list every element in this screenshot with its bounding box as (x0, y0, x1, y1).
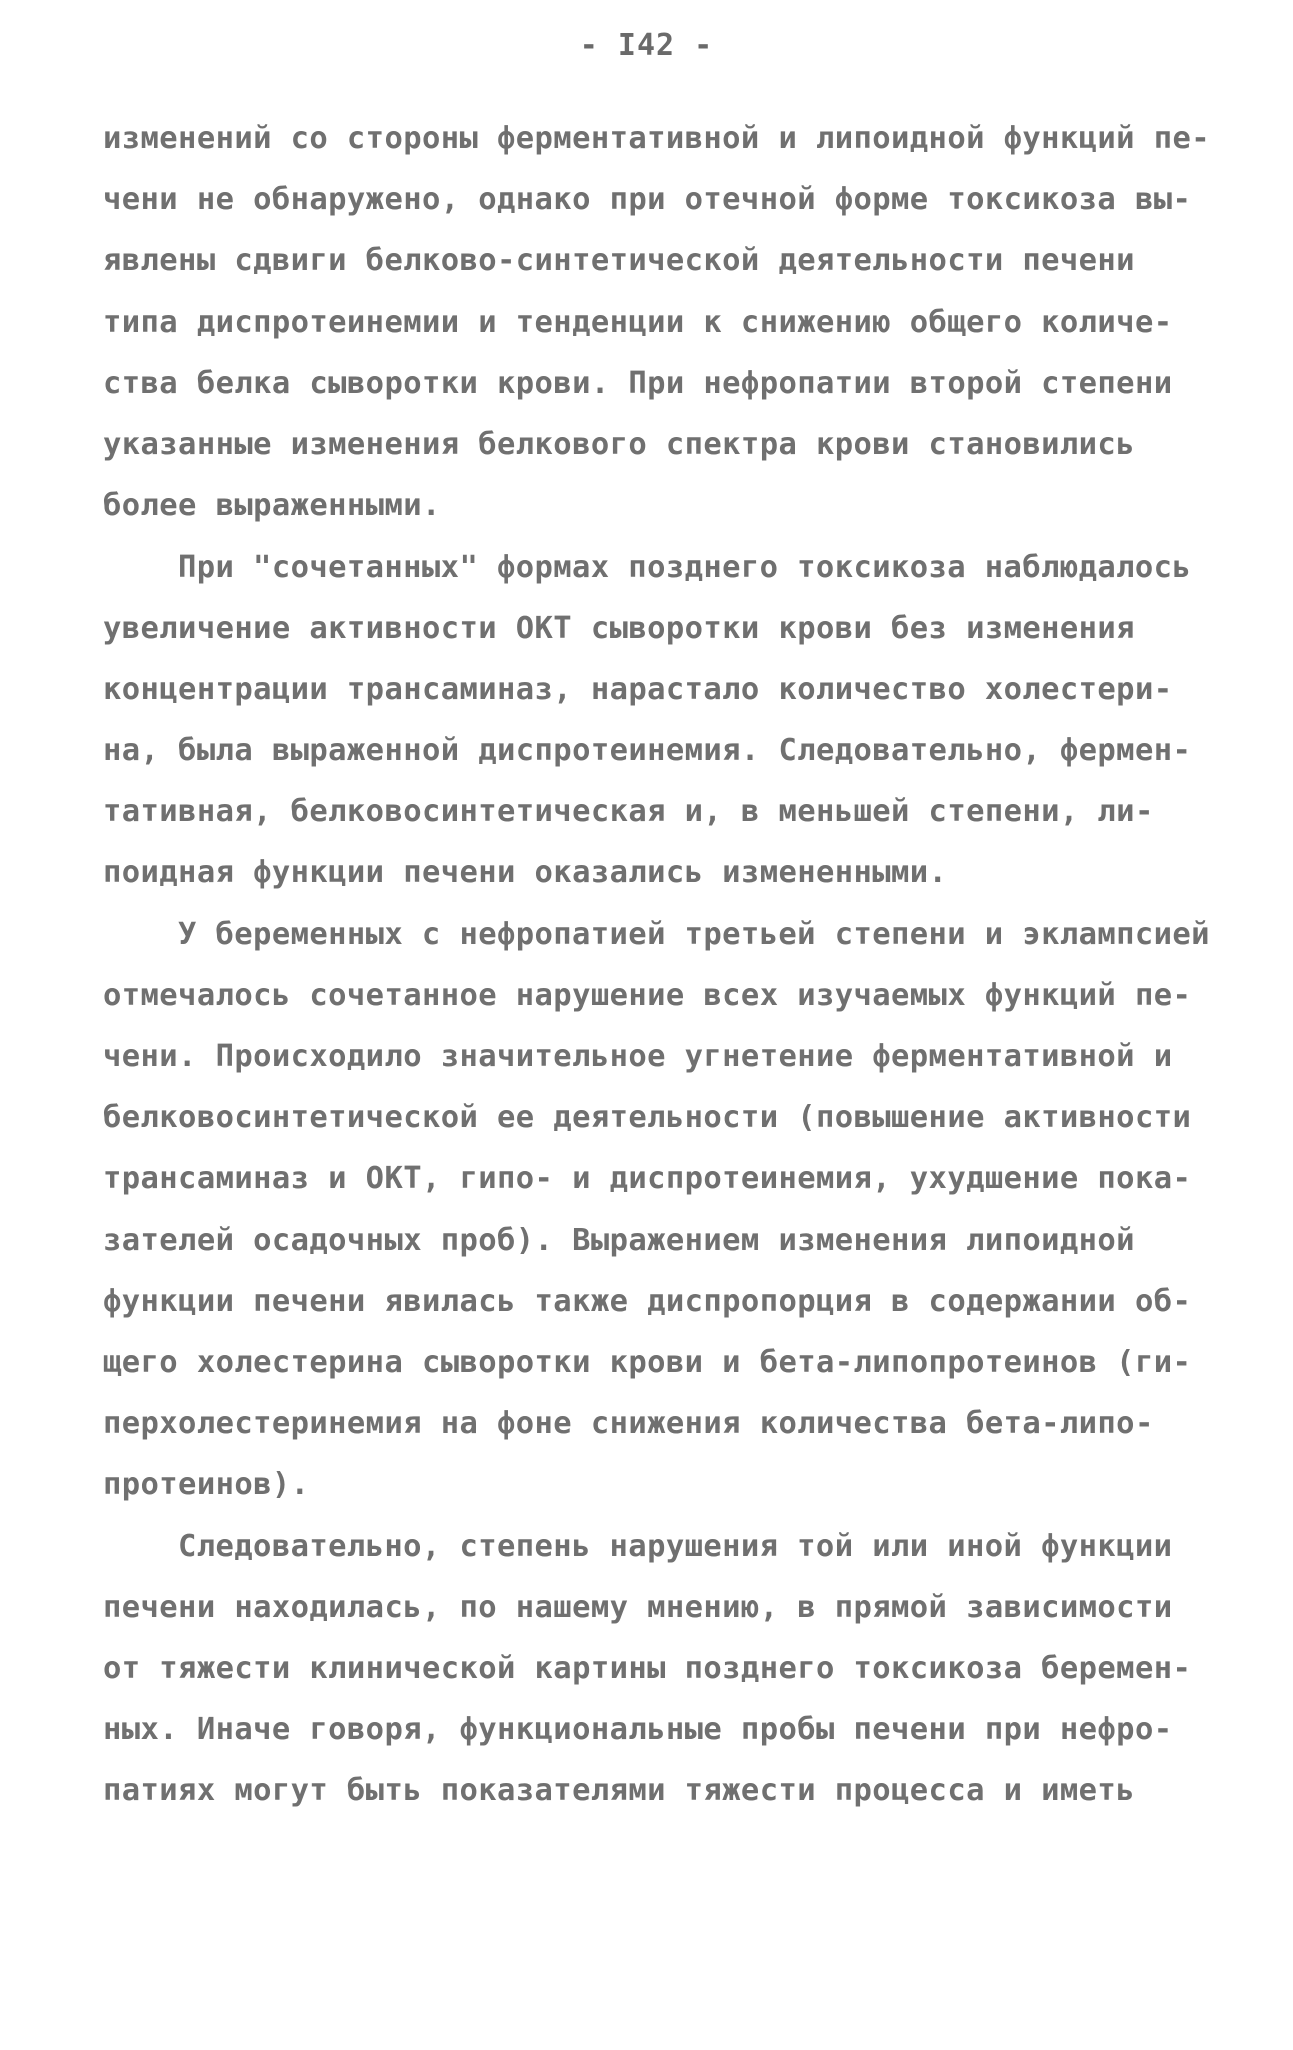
text-line: трансаминаз и ОКТ, гипо- и диспротеинемия, ухудшение пока- (103, 1161, 1192, 1196)
text-line: перхолестеринемия на фоне снижения количества бета-липо- (103, 1406, 1154, 1441)
text-line: увеличение активности ОКТ сыворотки крови без изменения (103, 611, 1135, 646)
text-line: щего холестерина сыворотки крови и бета-липопротеинов (ги- (103, 1345, 1192, 1380)
text-line: зателей осадочных проб). Выражением изменения липоидной (103, 1223, 1135, 1258)
paragraph-start-line: При "сочетанных" формах позднего токсикоза наблюдалось (178, 550, 1192, 585)
text-line: указанные изменения белкового спектра крови становились (103, 427, 1135, 462)
text-line: ных. Иначе говоря, функциональные пробы печени при нефро- (103, 1712, 1173, 1747)
text-line: протеинов). (103, 1467, 310, 1502)
text-line: концентрации трансаминаз, нарастало количество холестери- (103, 672, 1173, 707)
text-line: типа диспротеинемии и тенденции к снижению общего количе- (103, 305, 1173, 340)
text-line: функции печени явилась также диспропорция в содержании об- (103, 1284, 1192, 1319)
text-line: чени не обнаружено, однако при отечной форме токсикоза вы- (103, 182, 1192, 217)
text-line: печени находилась, по нашему мнению, в прямой зависимости (103, 1590, 1173, 1625)
page-number: - I42 - (579, 28, 714, 63)
text-line: отмечалось сочетанное нарушение всех изучаемых функций пе- (103, 978, 1192, 1013)
text-line: поидная функции печени оказались измененными. (103, 855, 948, 890)
paragraph-start-line: У беременных с нефропатией третьей степени и эклампсией (178, 917, 1210, 952)
text-line: патиях могут быть показателями тяжести процесса и иметь (103, 1773, 1135, 1808)
paragraph-start-line: Следовательно, степень нарушения той или иной функции (178, 1529, 1173, 1564)
text-line: изменений со стороны ферментативной и липоидной функций пе- (103, 121, 1210, 156)
text-line: более выраженными. (103, 488, 441, 523)
text-line: явлены сдвиги белково-синтетической деятельности печени (103, 243, 1135, 278)
text-line: тативная, белковосинтетическая и, в меньшей степени, ли- (103, 794, 1154, 829)
text-line: чени. Происходило значительное угнетение ферментативной и (103, 1039, 1173, 1074)
text-line: белковосинтетической ее деятельности (повышение активности (103, 1100, 1192, 1135)
text-line: на, была выраженной диспротеинемия. Следовательно, фермен- (103, 733, 1192, 768)
text-line: от тяжести клинической картины позднего токсикоза беремен- (103, 1651, 1192, 1686)
text-line: ства белка сыворотки крови. При нефропатии второй степени (103, 366, 1173, 401)
